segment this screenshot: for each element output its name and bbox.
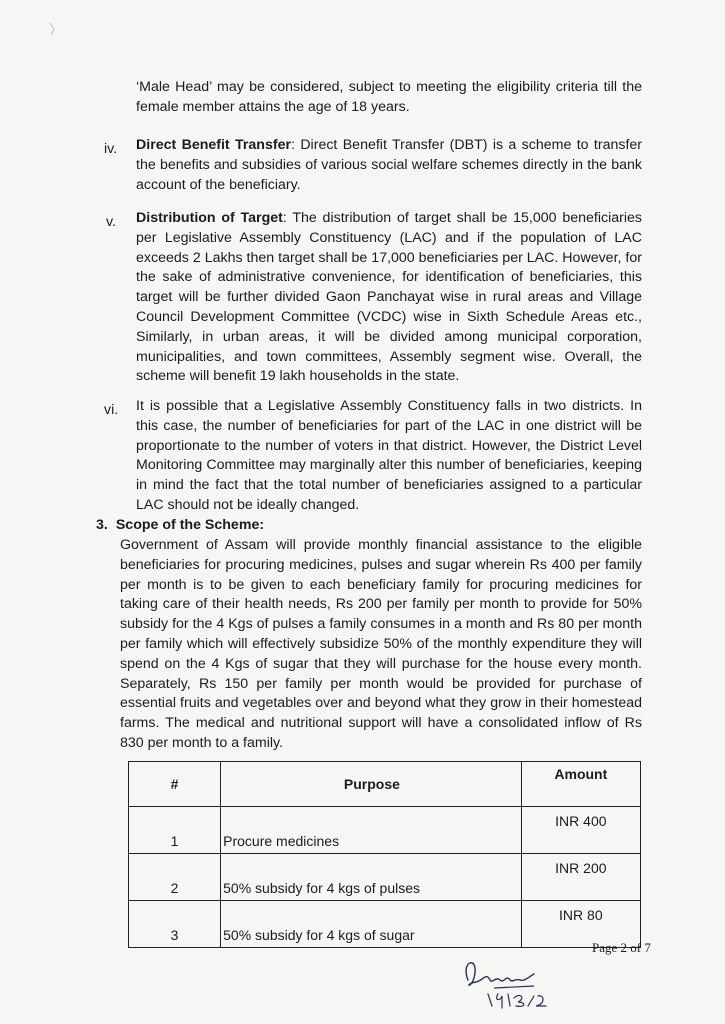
- table-row: [129, 901, 641, 948]
- item-text: : Direct Benefit Transfer (DBT) is a scheme to transfer the benefits and subsidies of various social welfare schemes directly in the bank account of the beneficiary.: [136, 137, 643, 193]
- row-purpose: 50% subsidy for 4 kgs of sugar: [221, 901, 522, 948]
- row-amount: INR 200: [521, 854, 640, 901]
- intro-continuation: ‘Male Head’ may be considered, subject to meeting the eligibility criteria till the female member attains the age of 18 years.: [136, 79, 642, 115]
- row-num: 1: [129, 807, 221, 854]
- row-num: 2: [129, 854, 221, 901]
- item-dbt: [136, 136, 642, 195]
- table-row: [129, 854, 641, 901]
- item-heading: Distribution of Target: [136, 210, 283, 226]
- header-amount: Amount: [521, 762, 640, 807]
- item-lac-districts: It is possible that a Legislative Assembly Constituency falls in two districts. In this case, the number of beneficiaries for part of the LAC in one district will be proportionate to the number of voters in that district. However, the District Level Monitoring Committee may marginally alter this number of beneficiaries, keeping in mind the fact that the total number of beneficiaries assigned to a particular LAC should not be ideally changed.: [136, 398, 642, 513]
- purpose-table: [128, 761, 641, 948]
- item-text: : The distribution of target shall be 15,000 beneficiaries per Legislative Assembly Constituency (LAC) and if the population of LAC exceeds 2 Lakhs then target shall be 17,000 beneficiaries per LAC. However, for the sake of administrative convenience, for identification of beneficiaries, this target will be further divided Gaon Panchayat wise in rural areas and Village Council Development Committee (VCDC) wise in Sixth Schedule Areas etc., Similarly, in urban areas, it will be divided among municipal corporation, municipalities, and town committees, Assembly segment wise. Overall, the scheme will benefit 19 lakh households in the state.: [136, 210, 642, 385]
- item-numeral-v: v.: [106, 214, 116, 230]
- row-num: 3: [129, 901, 221, 948]
- row-amount: INR 400: [521, 807, 640, 854]
- scan-mark: [48, 22, 56, 36]
- row-amount: INR 80: [521, 901, 640, 948]
- handwritten-signature: [450, 950, 570, 1010]
- item-numeral-vi: vi.: [104, 402, 119, 418]
- row-purpose: 50% subsidy for 4 kgs of pulses: [221, 854, 522, 901]
- row-purpose: Procure medicines: [221, 807, 522, 854]
- section-body: Government of Assam will provide monthly financial assistance to the eligible beneficiaries for procuring medicines, pulses and sugar wherein Rs 400 per family per month is to be given to each beneficiary family for procuring medicines for taking care of their health needs, Rs 200 per family per month to provide for 50% subsidy for the 4 Kgs of pulses a family consumes in a month and Rs 80 per month per family which will effectively subsidize 50% of the monthly expenditure they will spend on the 4 Kgs of sugar that they will purchase for the house every month. Separately, Rs 150 per family per month would be provided for purchase of essential fruits and vegetables over and beyond what they grow in their homestead farms. The medical and nutritional support will have a consolidated inflow of Rs 830 per month to a family.: [120, 537, 642, 751]
- page-number: Page 2 of 7: [592, 940, 651, 955]
- header-purpose: Purpose: [221, 762, 522, 807]
- table-header-row: [129, 762, 641, 807]
- header-num: #: [129, 762, 221, 807]
- section-title: Scope of the Scheme:: [115, 517, 265, 533]
- table-row: [129, 807, 641, 854]
- item-heading: Direct Benefit Transfer: [136, 137, 292, 153]
- item-numeral-iv: iv.: [104, 141, 118, 157]
- item-distribution-of-target: [136, 209, 642, 387]
- section-number: 3.: [96, 517, 108, 533]
- section-heading: [96, 516, 264, 536]
